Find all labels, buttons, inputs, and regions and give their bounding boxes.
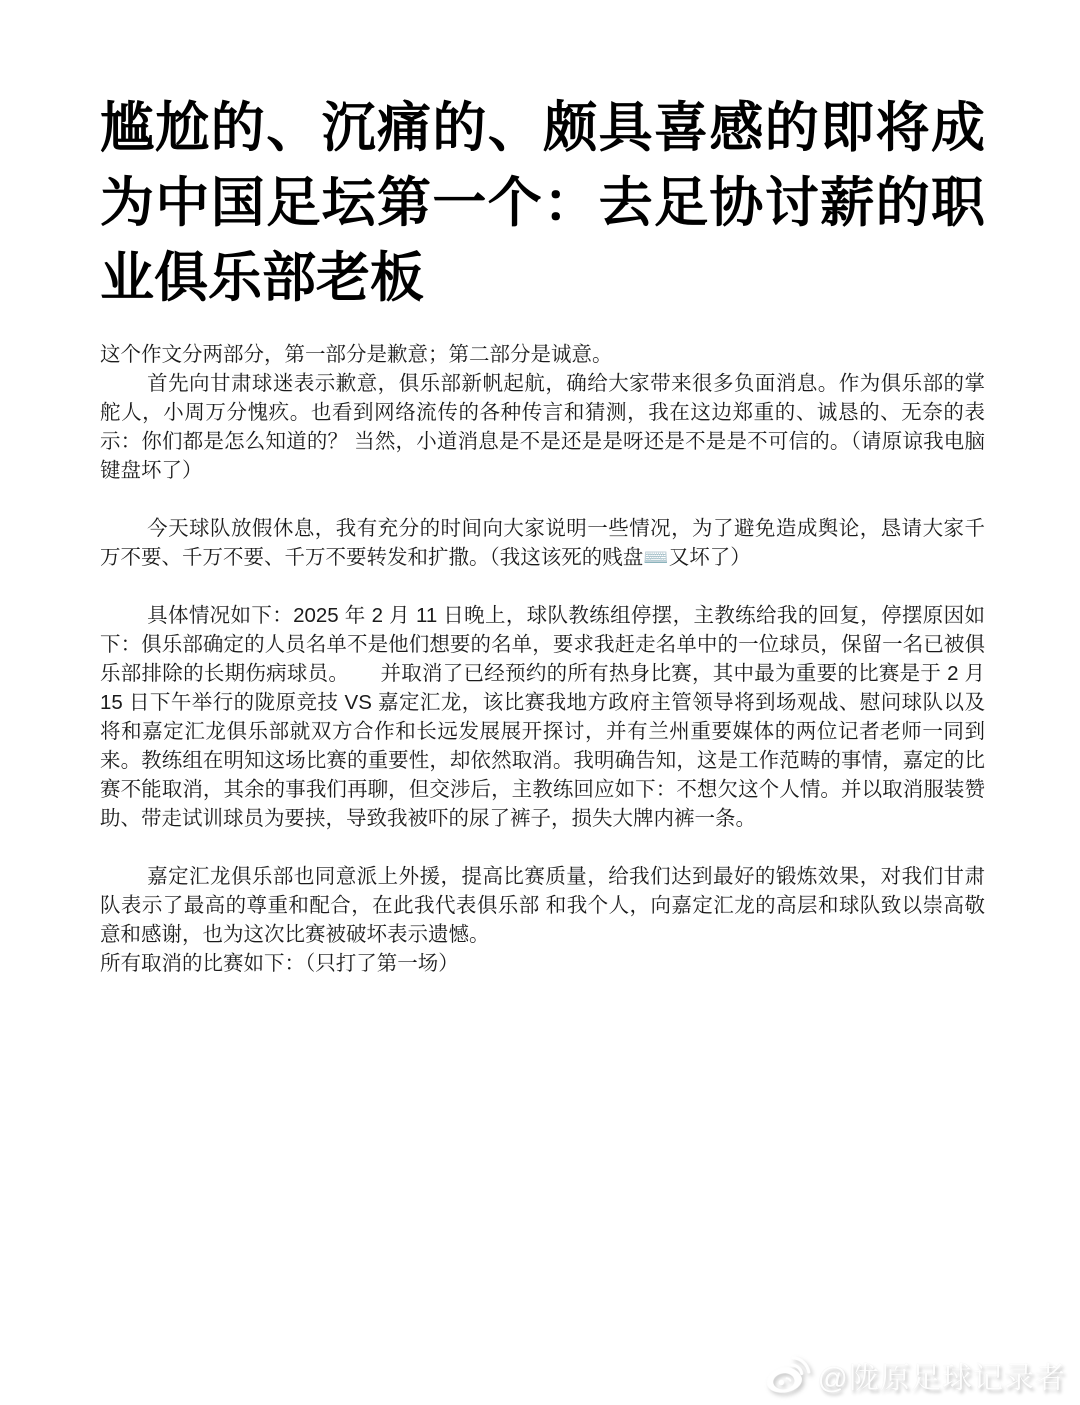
- paragraph-cancelled-list: 所有取消的比赛如下：（只打了第一场）: [100, 952, 459, 975]
- article-body: [100, 340, 985, 978]
- weibo-logo-icon: [760, 1352, 812, 1399]
- paragraph-details: 具体情况如下：2025 年 2 月 11 日晚上，球队教练组停摆，主教练给我的回复，停摆原因如下：俱乐部确定的人员名单不是他们想要的名单，要求我赶走名单中的一位球员，保留一名已被俱乐部排除的长期伤病球员。 并取消了已经预约的所有热身比赛，其中最为重要的比赛是于 2 月 15 日下午举行的陇原竞技 VS 嘉定汇龙，该比赛我地方政府主管领导将到场观战、慰问球队以及将和嘉定汇龙俱乐部就双方合作和长远发展展开探讨，并有兰州重要媒体的两位记者老师一同到来。教练组在明知这场比赛的重要性，却依然取消。我明确告知，这是工作范畴的事情，嘉定的比赛不能取消，其余的事我们再聊，但交涉后，主教练回应如下：不想欠这个人情。并以取消服装赞助、带走试训球员为要挟，导致我被吓的尿了裤子，损失大牌内裤一条。: [100, 604, 985, 830]
- paragraph-intro: 这个作文分两部分，第一部分是歉意；第二部分是诚意。: [100, 343, 613, 366]
- weibo-watermark: [763, 1353, 1066, 1397]
- article-title: 尴尬的、沉痛的、颇具喜感的即将成为中国足坛第一个：去足协讨薪的职业俱乐部老板: [100, 98, 985, 308]
- paragraph-thanks: 嘉定汇龙俱乐部也同意派上外援，提高比赛质量，给我们达到最好的锻炼效果，对我们甘肃队表示了最高的尊重和配合，在此我代表俱乐部 和我个人，向嘉定汇龙的高层和球队致以崇高敬意和感谢，也为这次比赛被破坏表示遗憾。: [100, 865, 985, 946]
- paragraph-rest-day: 今天球队放假休息，我有充分的时间向大家说明一些情况，为了避免造成舆论，恳请大家千万不要、千万不要、千万不要转发和扩撒。（我这该死的贱盘⌨️又坏了）: [100, 517, 985, 569]
- watermark-handle: @陇原足球记录者: [817, 1362, 1066, 1395]
- article: [100, 0, 985, 978]
- paragraph-apology: 首先向甘肃球迷表示歉意，俱乐部新帆起航，确给大家带来很多负面消息。作为俱乐部的掌舵人，小周万分愧疚。也看到网络流传的各种传言和猜测，我在这边郑重的、诚恳的、无奈的表示：你们都是怎么知道的？ 当然，小道消息是不是还是是呀还是不是是不可信的。（请原谅我电脑键盘坏了）: [100, 372, 985, 482]
